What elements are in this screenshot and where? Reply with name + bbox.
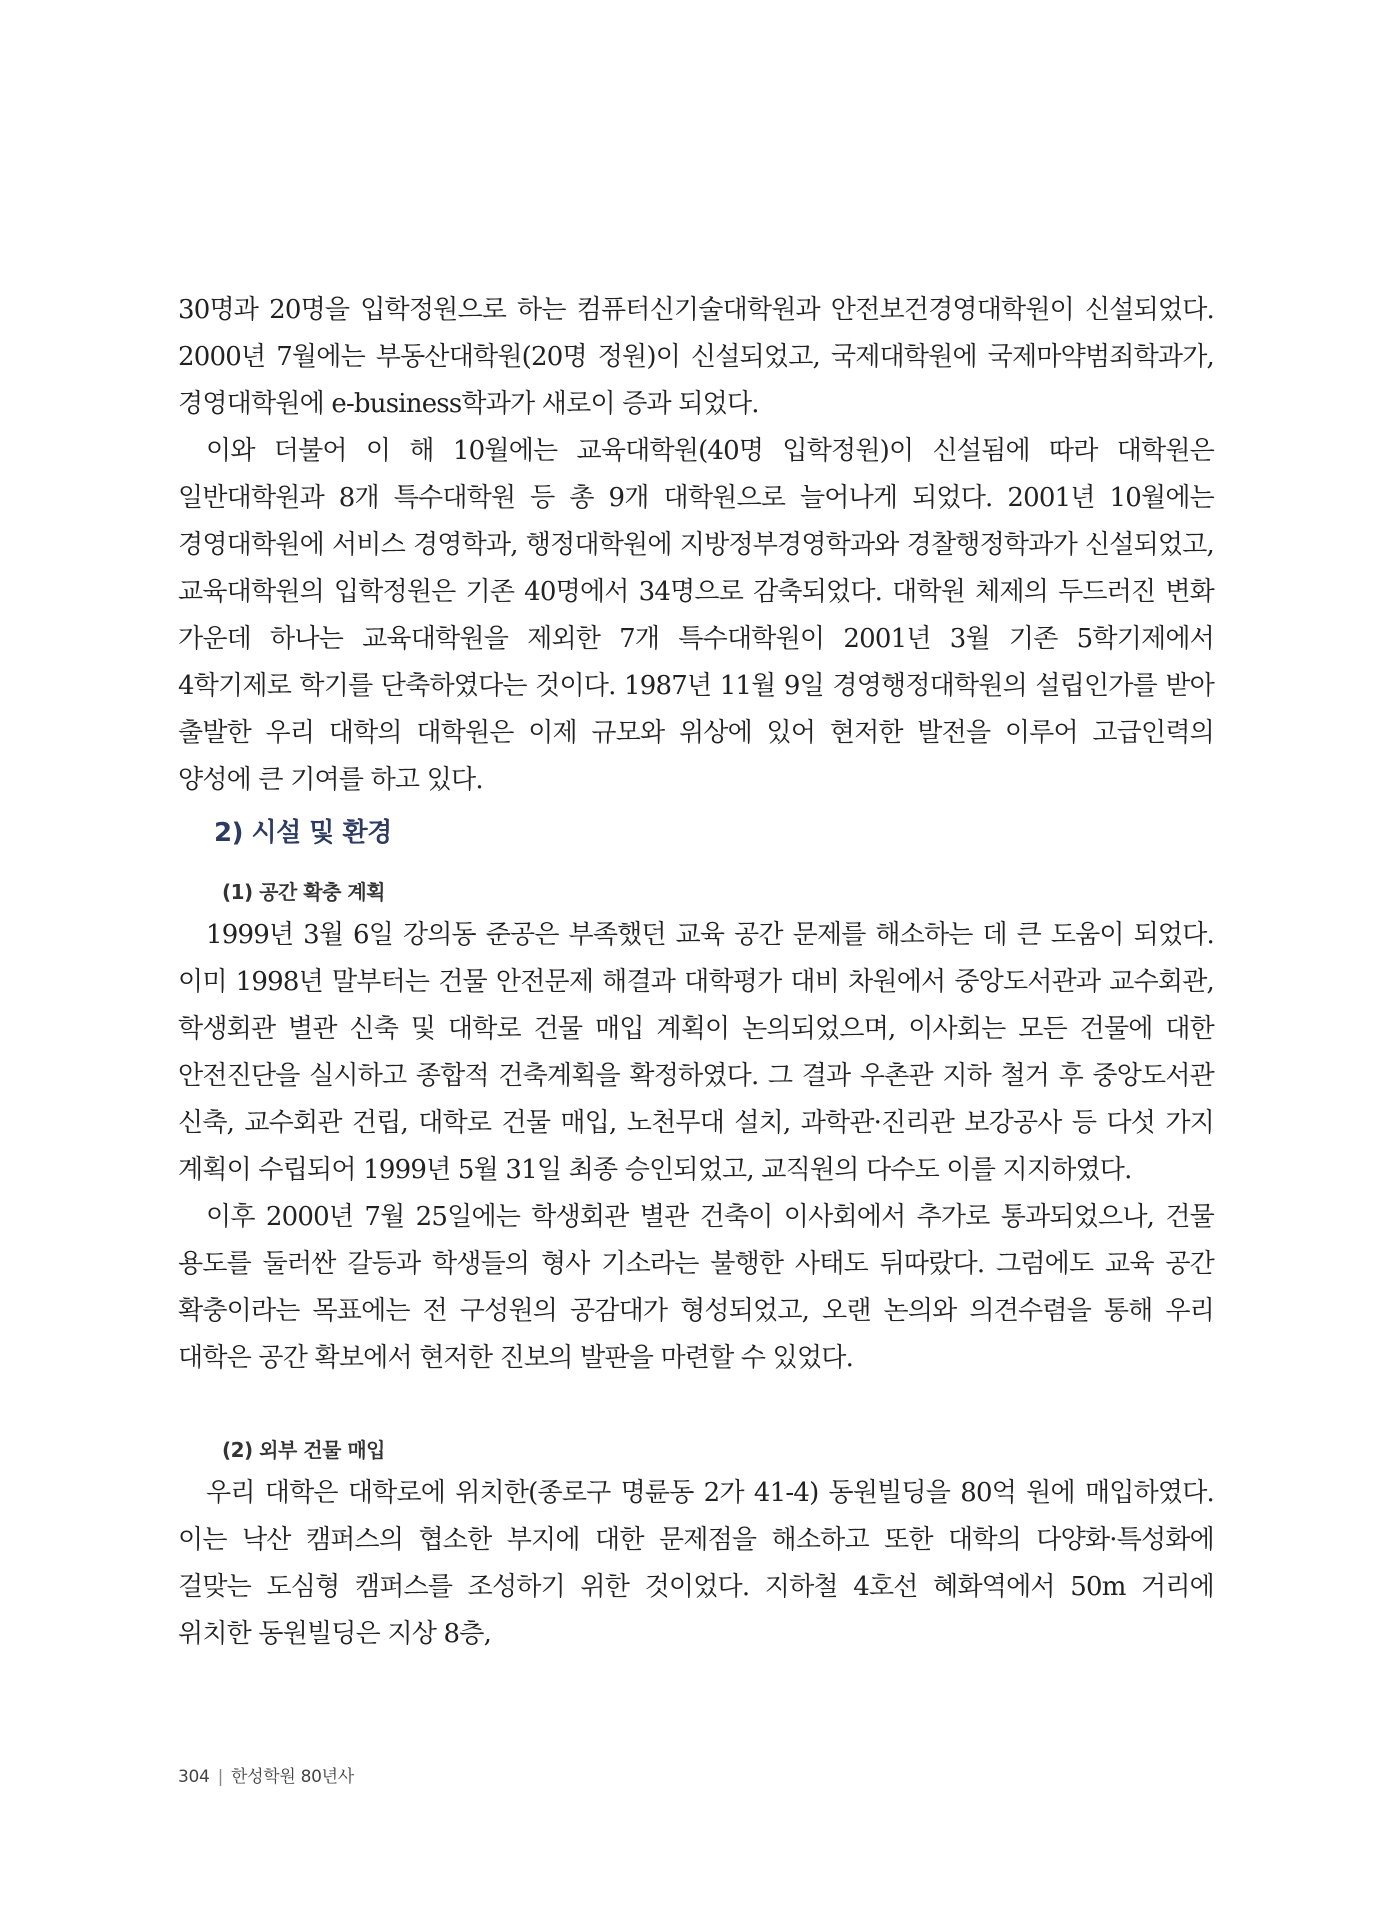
paragraph-student-hall-annex: 이후 2000년 7월 25일에는 학생회관 별관 건축이 이사회에서 추가로 통과되었으나, 건물 용도를 둘러싼 갈등과 학생들의 형사 기소라는 불행한 사태도 뒤따랐다. 그럼에도 교육 공간 확충이라는 목표에는 전 구성원의 공감대가 형성되었고, 오랜 논의와 의견수렴을 통해 우리 대학은 공간 확보에서 현저한 진보의 발판을 마련할 수 있었다.: [178, 1202, 1214, 1373]
paragraph-dongwon-building: 우리 대학은 대학로에 위치한(종로구 명륜동 2가 41-4) 동원빌딩을 80억 원에 매입하였다. 이는 낙산 캠퍼스의 협소한 부지에 대한 문제점을 해소하고 또한 대학의 다양화·특성화에 걸맞는 도심형 캠퍼스를 조성하기 위한 것이었다. 지하철 4호선 혜화역에서 50m 거리에 위치한 동원빌딩은 지상 8층,: [178, 1478, 1214, 1649]
paragraph-graduate-schools-expansion: 이와 더불어 이 해 10월에는 교육대학원(40명 입학정원)이 신설됨에 따라 대학원은 일반대학원과 8개 특수대학원 등 총 9개 대학원으로 늘어나게 되었다. 2001년 10월에는 경영대학원에 서비스 경영학과, 행정대학원에 지방정부경영학과와 경찰행정학과가 신설되었고, 교육대학원의 입학정원은 기존 40명에서 34명으로 감축되었다. 대학원 체제의 두드러진 변화 가운데 하나는 교육대학원을 제외한 7개 특수대학원이 2001년 3월 기존 5학기제에서 4학기제로 학기를 단축하였다는 것이다. 1987년 11월 9일 경영행정대학원의 설립인가를 받아 출발한 우리 대학의 대학원은 이제 규모와 위상에 있어 현저한 발전을 이루어 고급인력의 양성에 큰 기여를 하고 있다.: [178, 436, 1214, 795]
footer-separator: |: [217, 1767, 223, 1787]
page-number: 304: [178, 1767, 210, 1787]
paragraph-graduate-schools-2000: 30명과 20명을 입학정원으로 하는 컴퓨터신기술대학원과 안전보건경영대학원이 신설되었다. 2000년 7월에는 부동산대학원(20명 정원)이 신설되었고, 국제대학원에 국제마약범죄학과가, 경영대학원에 e-business학과가 새로이 증과 되었다.: [178, 295, 1214, 419]
paragraph-space-expansion-plan: 1999년 3월 6일 강의동 준공은 부족했던 교육 공간 문제를 해소하는 데 큰 도움이 되었다. 이미 1998년 말부터는 건물 안전문제 해결과 대학평가 대비 차원에서 중앙도서관과 교수회관, 학생회관 별관 신축 및 대학로 건물 매입 계획이 논의되었으며, 이사회는 모든 건물에 대한 안전진단을 실시하고 종합적 건축계획을 확정하였다. 그 결과 우촌관 지하 철거 후 중앙도서관 신축, 교수회관 건립, 대학로 건물 매입, 노천무대 설치, 과학관·진리관 보강공사 등 다섯 가지 계획이 수립되어 1999년 5월 31일 최종 승인되었고, 교직원의 다수도 이를 지지하였다.: [178, 920, 1214, 1185]
page-footer: [178, 1762, 354, 1787]
book-title: 한성학원 80년사: [231, 1767, 354, 1787]
subsection-title-space-expansion: (1) 공간 확충 계획: [222, 880, 386, 904]
subsection-title-building-purchase: (2) 외부 건물 매입: [222, 1438, 386, 1462]
section-title-facilities: 2) 시설 및 환경: [214, 818, 392, 848]
